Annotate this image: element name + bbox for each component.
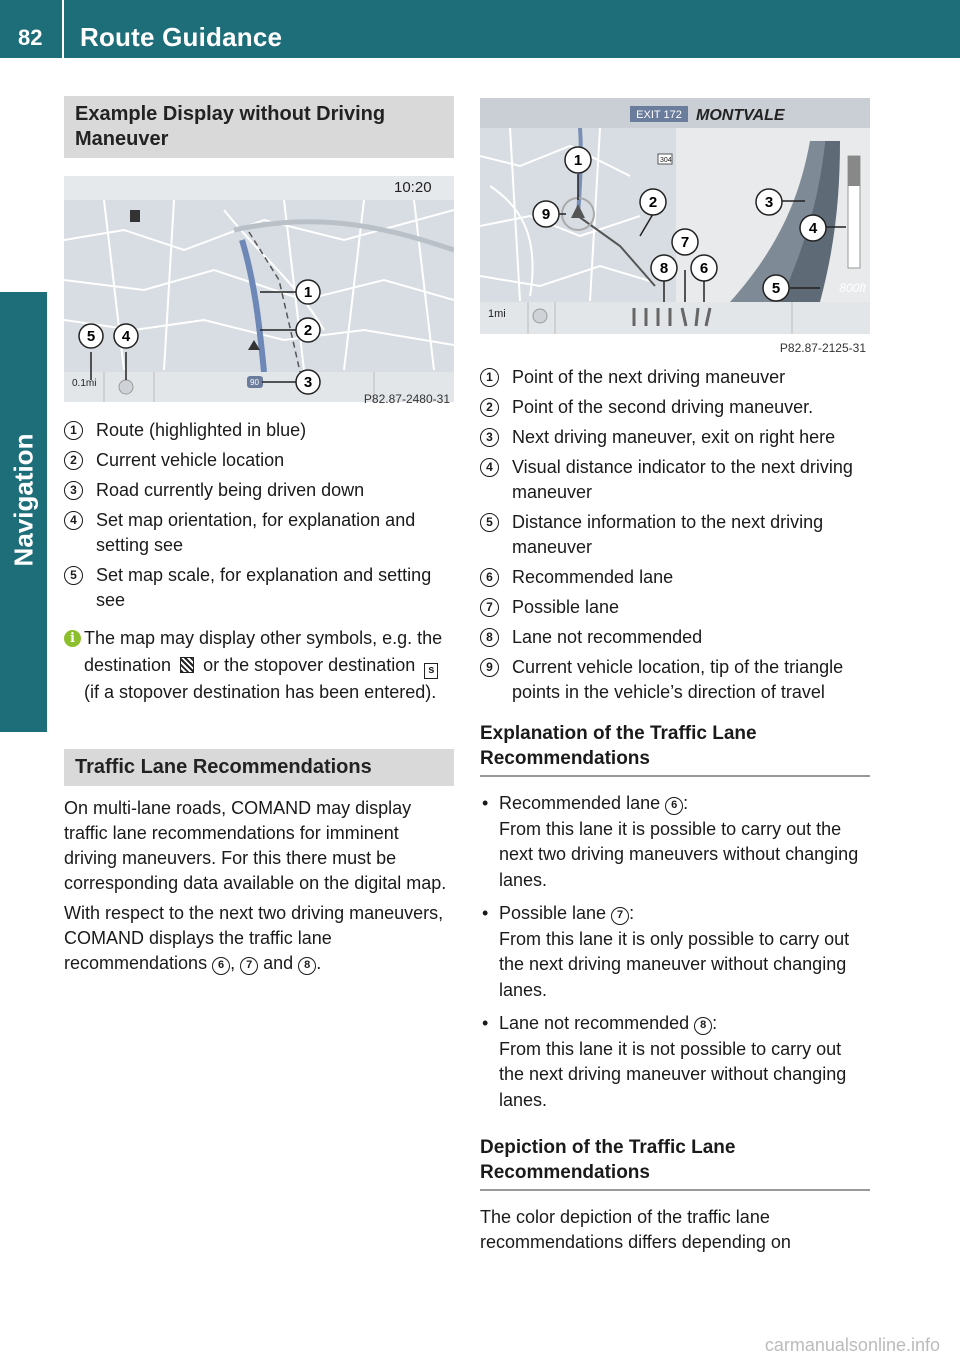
svg-text:3: 3 [764, 194, 774, 211]
section-heading-traffic-lane: Traffic Lane Recommendations [64, 749, 454, 786]
legend-text: Current vehicle location, tip of the triangle points in the vehicle’s direction of travel [512, 657, 844, 702]
header-divider [62, 0, 64, 58]
legend-number: 1 [64, 421, 83, 440]
legend-text: Lane not recommended [512, 627, 703, 647]
page-number: 82 [18, 25, 43, 50]
paragraph-recommendations [64, 901, 454, 976]
legend-text: Route (highlighted in blue) [96, 420, 307, 440]
map1-time: 10:20 [394, 179, 432, 196]
paragraph-intro: On multi-lane roads, COMAND may display traffic lane recommendations for imminent driving maneuvers. For this there must be corresponding data available on the digital map. [64, 798, 447, 893]
bullet-item: • Recommended lane 6 : From this lane it is possible to carry out the next two driving maneuvers without changing lanes. [482, 793, 859, 890]
svg-text:1: 1 [303, 284, 313, 301]
subheading-explanation: Explanation of the Traffic Lane Recommendations [480, 721, 870, 777]
map2-place: MONTVALE [696, 107, 785, 124]
legend-list-1 [64, 418, 454, 613]
svg-text:5: 5 [86, 328, 96, 345]
svg-text:2: 2 [303, 322, 313, 339]
legend-text: Visual distance indicator to the next driving maneuver [512, 457, 853, 502]
legend-number: 3 [64, 481, 83, 500]
legend-number: 5 [64, 566, 83, 585]
svg-text:7: 7 [680, 234, 690, 251]
map1-scale: 0.1mi [72, 378, 97, 389]
map2-exit: EXIT 172 [636, 109, 682, 121]
legend-text: Point of the next driving maneuver [512, 367, 786, 387]
svg-text:9: 9 [541, 206, 551, 223]
legend-number: 8 [480, 628, 499, 647]
bullet-marker: • [482, 793, 489, 813]
legend-number: 2 [480, 398, 499, 417]
legend-text: Road currently being driven down [96, 480, 365, 500]
ref-number-8: 8 [298, 957, 316, 975]
legend-text: Current vehicle location [96, 450, 285, 470]
legend-number: 4 [64, 511, 83, 530]
ref-number: 6 [665, 797, 683, 815]
info-text-part1: The map may display other symbols, e.g. the destination [84, 628, 443, 675]
legend-number: 7 [480, 598, 499, 617]
bullet-label: Possible lane [499, 903, 607, 923]
legend-item [480, 625, 870, 650]
svg-text:6: 6 [699, 260, 709, 277]
legend-text: Recommended lane [512, 567, 674, 587]
bullet-item: • Possible lane 7 : From this lane it is only possible to carry out the next driving maneuver without changing lanes. [482, 903, 850, 1000]
paragraph-text: With respect to the next two driving maneuvers, COMAND displays the traffic lane recommendations [64, 903, 444, 973]
legend-number: 5 [480, 513, 499, 532]
legend-text: Possible lane [512, 597, 620, 617]
legend-number: 9 [480, 658, 499, 677]
info-note [64, 625, 454, 706]
legend-number: 1 [480, 368, 499, 387]
left-column [64, 96, 454, 981]
figure-caption-1: P82.87-2480-31 [363, 392, 450, 406]
bullet-list [480, 791, 870, 1113]
legend-item [64, 418, 454, 443]
svg-text:8: 8 [659, 260, 669, 277]
watermark: carmanualsonline.info [764, 1335, 940, 1355]
ref-number-6: 6 [212, 957, 230, 975]
bullet-text: From this lane it is possible to carry out the next two driving maneuvers without changing lanes. [499, 818, 859, 890]
svg-text:4: 4 [121, 328, 131, 345]
map-figure-1 [64, 170, 454, 406]
legend-item [64, 508, 454, 558]
legend-item [64, 448, 454, 473]
legend-number: 2 [64, 451, 83, 470]
svg-text:1: 1 [573, 152, 583, 169]
bullet-text: From this lane it is not possible to carry out the next driving maneuver without changing lanes. [499, 1038, 847, 1110]
ref-number: 7 [611, 907, 629, 925]
legend-item [480, 565, 870, 590]
svg-text:4: 4 [808, 220, 818, 237]
legend-item [480, 455, 870, 505]
map2-route-number: 304 [660, 157, 672, 164]
info-text-part3: (if a stopover destination has been entered). [84, 682, 437, 702]
and-word: and [263, 953, 294, 973]
map-figure-2 [480, 96, 870, 356]
legend-number: 4 [480, 458, 499, 477]
info-text-part2: or the stopover destination [203, 655, 416, 675]
bullet-label: Recommended lane [499, 793, 661, 813]
ref-number: 8 [694, 1017, 712, 1035]
legend-text: Set map scale, for explanation and setting see [96, 565, 432, 610]
side-tab-label: Navigation [8, 433, 39, 567]
map1-highway: 90 [250, 378, 259, 387]
legend-item [480, 365, 870, 390]
legend-item [64, 478, 454, 503]
period: . [316, 953, 322, 973]
info-icon: i [64, 630, 81, 647]
legend-number: 6 [480, 568, 499, 587]
legend-item [480, 595, 870, 620]
legend-item [480, 510, 870, 560]
figure-caption-2: P82.87-2125-31 [779, 341, 866, 355]
bullet-item: • Lane not recommended 8 : From this lane it is not possible to carry out the next driving maneuver without changing lanes. [482, 1013, 847, 1110]
legend-text: Distance information to the next driving maneuver [512, 512, 824, 557]
legend-text: Set map orientation, for explanation and setting see [96, 510, 416, 555]
legend-item [480, 425, 870, 450]
map2-distance: 800ft [839, 281, 866, 295]
ref-number-7: 7 [240, 957, 258, 975]
section-heading-example-display: Example Display without Driving Maneuver [64, 96, 454, 158]
separator: , [230, 953, 236, 973]
svg-text:3: 3 [303, 374, 313, 391]
paragraph-depiction: The color depiction of the traffic lane recommendations differs depending on [480, 1207, 791, 1252]
subheading-depiction: Depiction of the Traffic Lane Recommendations [480, 1135, 870, 1191]
map-illustration-2 [480, 96, 870, 356]
svg-text:2: 2 [648, 194, 658, 211]
page-header [0, 0, 960, 58]
map-illustration-1 [64, 170, 454, 406]
stopover-flag-icon: s [424, 663, 438, 679]
legend-list-2 [480, 365, 870, 705]
legend-text: Point of the second driving maneuver. [512, 397, 814, 417]
legend-item [480, 655, 870, 705]
page-title: Route Guidance [80, 22, 283, 52]
bullet-marker: • [482, 1013, 489, 1033]
svg-text:5: 5 [771, 280, 781, 297]
destination-flag-icon [180, 657, 194, 673]
bullet-marker: • [482, 903, 489, 923]
legend-number: 3 [480, 428, 499, 447]
map2-scale: 1mi [488, 308, 506, 320]
bullet-text: From this lane it is only possible to carry out the next driving maneuver without changing lanes. [499, 928, 850, 1000]
right-column [480, 96, 870, 1260]
bullet-label: Lane not recommended [499, 1013, 690, 1033]
legend-item [64, 563, 454, 613]
legend-text: Next driving maneuver, exit on right here [512, 427, 836, 447]
legend-item [480, 395, 870, 420]
